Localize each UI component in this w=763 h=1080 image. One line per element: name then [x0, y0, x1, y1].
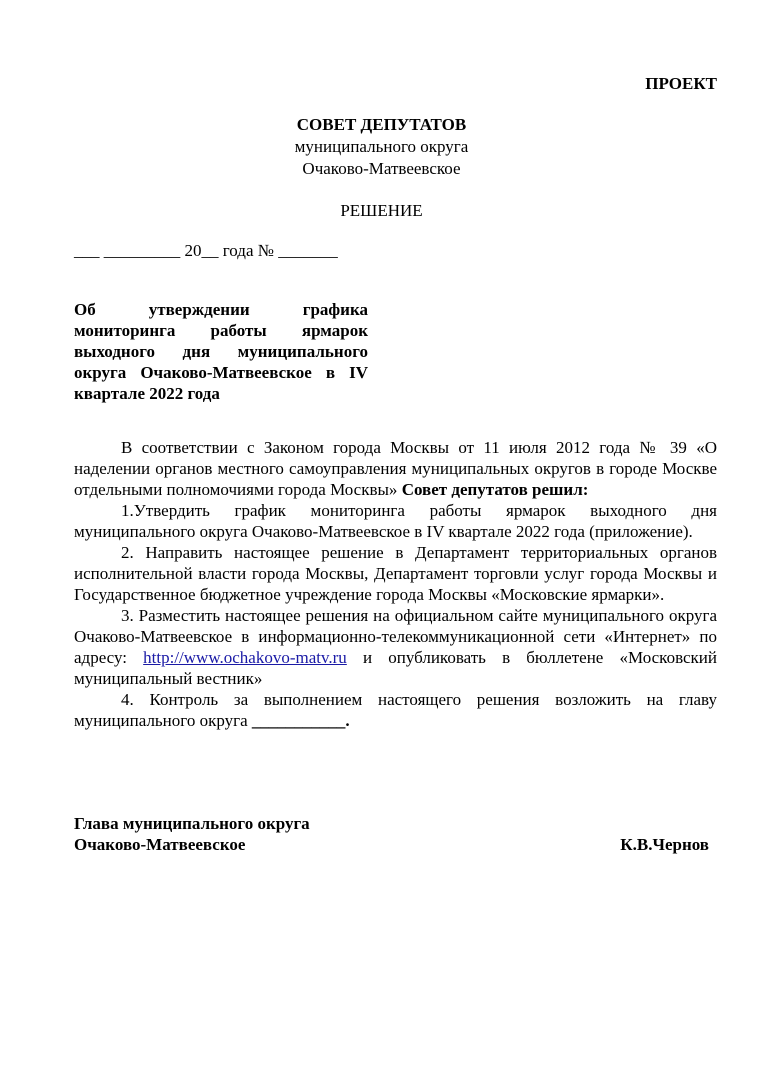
preamble-paragraph: [74, 437, 717, 500]
item-2: 2. Направить настоящее решение в Департамент территориальных органов исполнительной власти города Москвы, Департамент торговли услуг города Москвы и Государственное бюджетное учреждение города Москвы «Московские ярмарки».: [74, 543, 717, 604]
signatory-name: К.В.Чернов: [620, 835, 709, 854]
date-number-line: ___ _________ 20__ года № _______: [74, 241, 338, 260]
decision-body: [74, 437, 717, 731]
preamble-resolution: Совет депутатов решил:: [401, 480, 589, 499]
item-3-text-start: 3. Разместить настоящее решения на официальном сайте муниципального округа Очаково-Матвеевское в информационно-телекоммуникационной сети «Интернет» по адресу:: [74, 606, 717, 667]
subject-line: Об утверждении графика: [74, 300, 368, 319]
district-line: муниципального округа: [294, 137, 469, 156]
preamble-text: В соответствии с Законом города Москвы от 11 июля 2012 года № 39 «О наделении органов местного самоуправления муниципальных округов в городе Москве отдельными полномочиями города Москвы»: [74, 438, 717, 499]
signatory-title-line-2: Очаково-Матвеевское: [74, 835, 246, 854]
council-title: СОВЕТ ДЕПУТАТОВ: [296, 115, 467, 134]
signature-block: [74, 813, 717, 855]
item-1: 1.Утвердить график мониторинга работы ярмарок выходного дня муниципального округа Очаково-Матвеевское в IV квартале 2022 года (приложение).: [74, 501, 717, 541]
item-4-blank: ___________.: [251, 711, 350, 730]
decision-subject: [74, 299, 368, 404]
signatory-title-line-1: Глава муниципального округа: [74, 814, 310, 833]
subject-line: мониторинга работы ярмарок: [74, 321, 368, 340]
website-link[interactable]: http://www.ochakovo-matv.ru: [143, 648, 347, 667]
decision-title: РЕШЕНИЕ: [340, 201, 423, 220]
item-3-text-end: и опубликовать в бюллетене «Московский муниципальный вестник»: [74, 648, 717, 688]
subject-line: округа Очаково-Матвеевское в IV: [74, 363, 368, 382]
draft-mark: ПРОЕКТ: [645, 74, 717, 93]
item-4: [74, 689, 717, 731]
subject-line: квартале 2022 года: [74, 384, 220, 403]
item-4-text: 4. Контроль за выполнением настоящего решения возложить на главу муниципального округа: [74, 690, 717, 730]
document-header: [0, 114, 763, 180]
district-name: Очаково-Матвеевское: [302, 159, 461, 178]
subject-line: выходного дня муниципального: [74, 342, 368, 361]
item-3: [74, 605, 717, 689]
signature-row: [74, 834, 717, 855]
